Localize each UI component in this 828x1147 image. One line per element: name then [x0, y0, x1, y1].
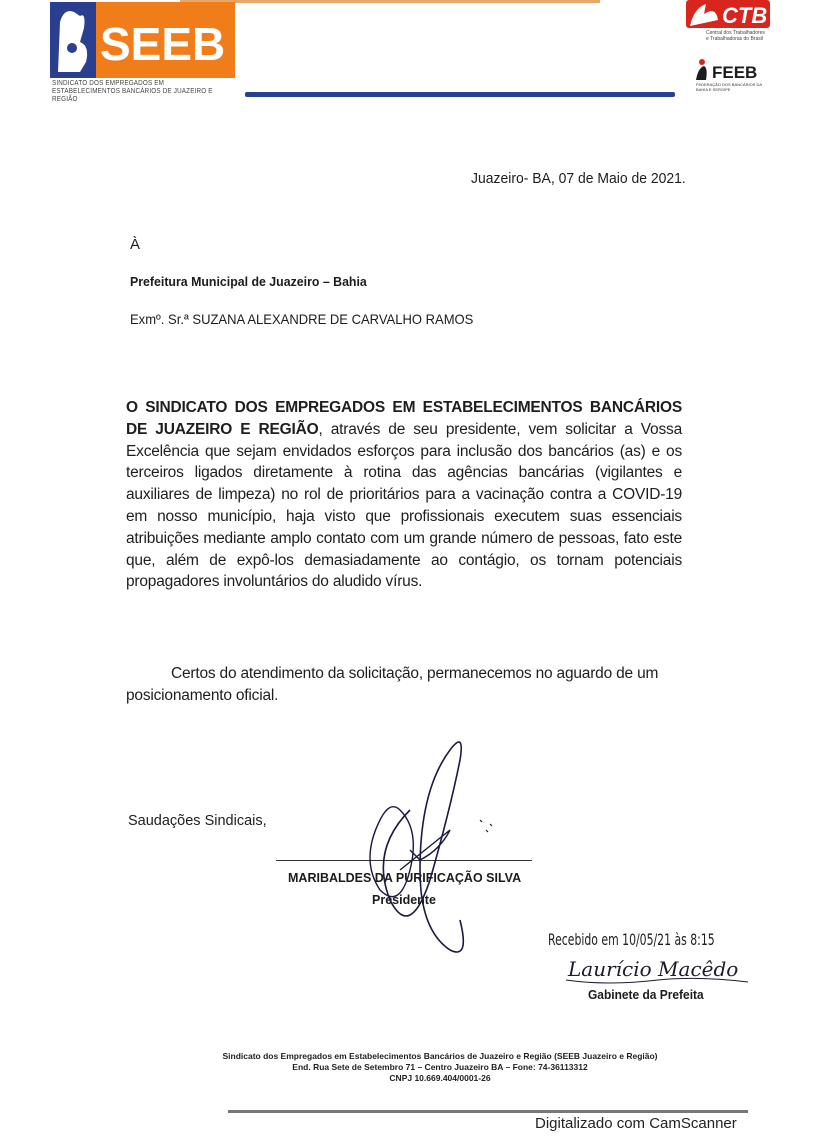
letter-body-rest: , através de seu presidente, vem solicitar a Vossa Excelência que sejam envidados esforços para inclusão dos bancários (as) e os terceiros ligados diretamente à rotina das agências bancárias (vigilantes e auxiliares de limpeza) no rol de prioritários para a vacinação contra a COVID-19 em nosso município, haja visto que profissionais executem suas essenciais atribuições mediante amplo contato com um grande número de pessoas, fato este que, além de expô-los demasiadamente ao contágio, os tornam potenciais propagadores involuntários do aludido vírus.: [126, 420, 682, 591]
handwritten-signature: [340, 730, 540, 970]
letter-greeting: Saudações Sindicais,: [128, 813, 267, 829]
seeb-subtitle: SINDICATO DOS EMPREGADOS EM ESTABELECIMENTOS BANCÁRIOS DE JUAZEIRO E REGIÃO: [52, 80, 213, 103]
seeb-logo: [50, 2, 235, 82]
bottom-border-line: [228, 1110, 748, 1113]
letter-date: Juazeiro- BA, 07 de Maio de 2021.: [471, 170, 686, 187]
footer-line-3: CNPJ 10.669.404/0001-26: [389, 1073, 491, 1083]
receipt-signature: Laurício Macêdo: [568, 957, 739, 981]
letter-closing: Certos do atendimento da solicitação, permanecemos no aguardo de um posicionamento oficial.: [126, 665, 659, 704]
seeb-logo-text: SEEB: [100, 18, 226, 70]
receipt-office: Gabinete da Prefeita: [588, 987, 704, 1002]
addressee: Exmº. Sr.ª SUZANA ALEXANDRE DE CARVALHO RAMOS: [130, 311, 474, 327]
signer-name: MARIBALDES DA PURIFICAÇÃO SILVA: [288, 871, 522, 885]
receipt-label: Recebido em 10/05/21 às 8:15: [548, 930, 715, 949]
camscanner-watermark: Digitalizado com CamScanner: [535, 1115, 737, 1132]
feeb-subtitle: FEDERAÇÃO DOS BANCÁRIOS DA BAHIA E SERGIPE: [696, 82, 762, 92]
footer-line-2: End. Rua Sete de Setembro 71 – Centro Juazeiro BA – Fone: 74-36113312: [292, 1062, 588, 1072]
ctb-subtitle: Central dos Trabalhadores e Trabalhadoras do Brasil: [706, 30, 765, 42]
feeb-logo-text: FEEB: [712, 63, 758, 82]
letter-footer: [180, 1051, 700, 1084]
letter-to: À: [130, 236, 141, 253]
recipient-org: Prefeitura Municipal de Juazeiro – Bahia: [130, 274, 367, 289]
ctb-logo-text: CTB: [722, 3, 768, 28]
letter-body: [126, 397, 682, 593]
top-border-line: [180, 0, 600, 3]
letter-body-bold: O SINDICATO DOS EMPREGADOS EM ESTABELECIMENTOS BANCÁRIOS DE JUAZEIRO E REGIÃO: [126, 399, 682, 438]
header-divider: [245, 92, 675, 97]
signer-role: Presidente: [372, 893, 436, 907]
footer-line-1: Sindicato dos Empregados em Estabelecimentos Bancários de Juazeiro e Região (SEEB Juazeiro e Região): [222, 1051, 658, 1061]
